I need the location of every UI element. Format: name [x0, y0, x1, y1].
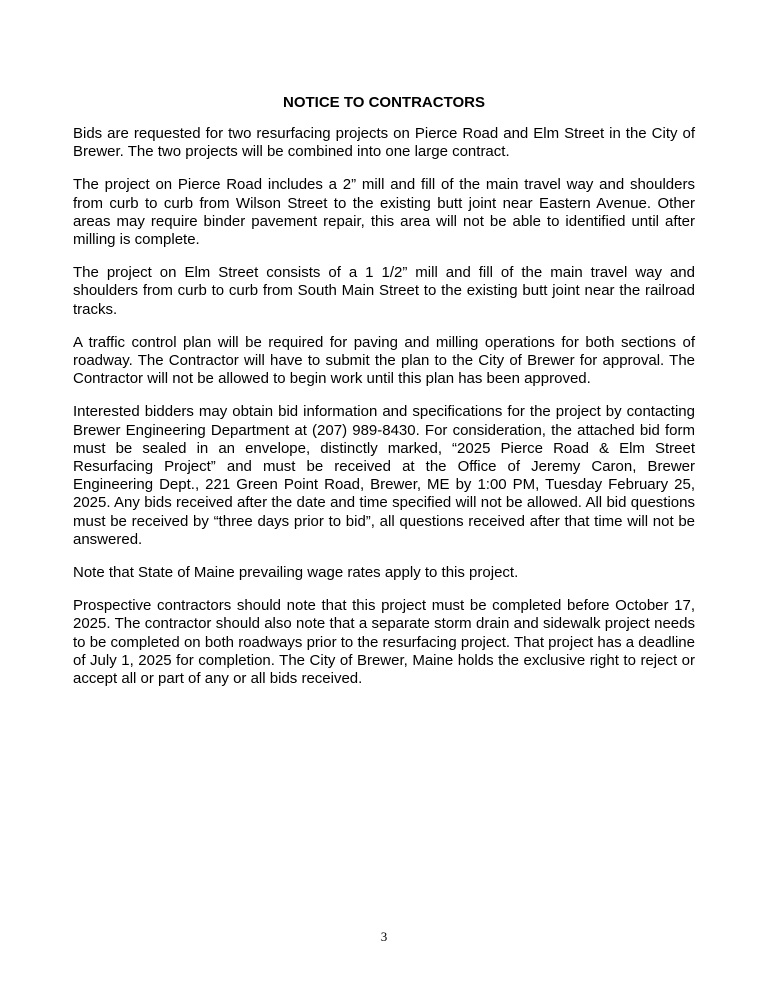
paragraph-traffic-control: A traffic control plan will be required for paving and milling operations for both sections of roadway. The Contractor will have to submit the plan to the City of Brewer for approval. The Contractor will not be allowed to begin work until this plan has been approved.	[73, 333, 695, 388]
page-number: 3	[380, 929, 388, 944]
notice-body	[73, 125, 695, 703]
notice-title: NOTICE TO CONTRACTORS	[283, 94, 485, 111]
paragraph-wage-rates: Note that State of Maine prevailing wage rates apply to this project.	[73, 564, 519, 582]
paragraph-elm-street: The project on Elm Street consists of a 1 1/2” mill and fill of the main travel way and shoulders from curb to curb from South Main Street to the existing butt joint near the railroad tracks.	[73, 264, 695, 318]
paragraph-bid-request: Bids are requested for two resurfacing projects on Pierce Road and Elm Street in the City of Brewer. The two projects will be combined into one large contract.	[73, 125, 695, 161]
paragraph-pierce-road: The project on Pierce Road includes a 2” mill and fill of the main travel way and shoulders from curb to curb from Wilson Street to the existing butt joint near Eastern Avenue. Other areas may require binder pavement repair, this area will not be able to identified until after milling is complete.	[73, 176, 695, 249]
paragraph-completion-deadline: Prospective contractors should note that this project must be completed before October 17, 2025. The contractor should also note that a separate storm drain and sidewalk project needs to be completed on both roadways prior to the resurfacing project. That project has a deadline of July 1, 2025 for completion. The City of Brewer, Maine holds the exclusive right to reject or accept all or part of any or all bids received.	[73, 597, 695, 688]
paragraph-bid-information: Interested bidders may obtain bid information and specifications for the project by contacting Brewer Engineering Department at (207) 989-8430. For consideration, the attached bid form must be sealed in an envelope, distinctly marked, “2025 Pierce Road & Elm Street Resurfacing Project” and must be received at the Office of Jeremy Caron, Brewer Engineering Dept., 221 Green Point Road, Brewer, ME by 1:00 PM, Tuesday February 25, 2025. Any bids received after the date and time specified will not be allowed. All bid questions must be received by “three days prior to bid”, all questions received after that time will not be answered.	[73, 403, 695, 548]
